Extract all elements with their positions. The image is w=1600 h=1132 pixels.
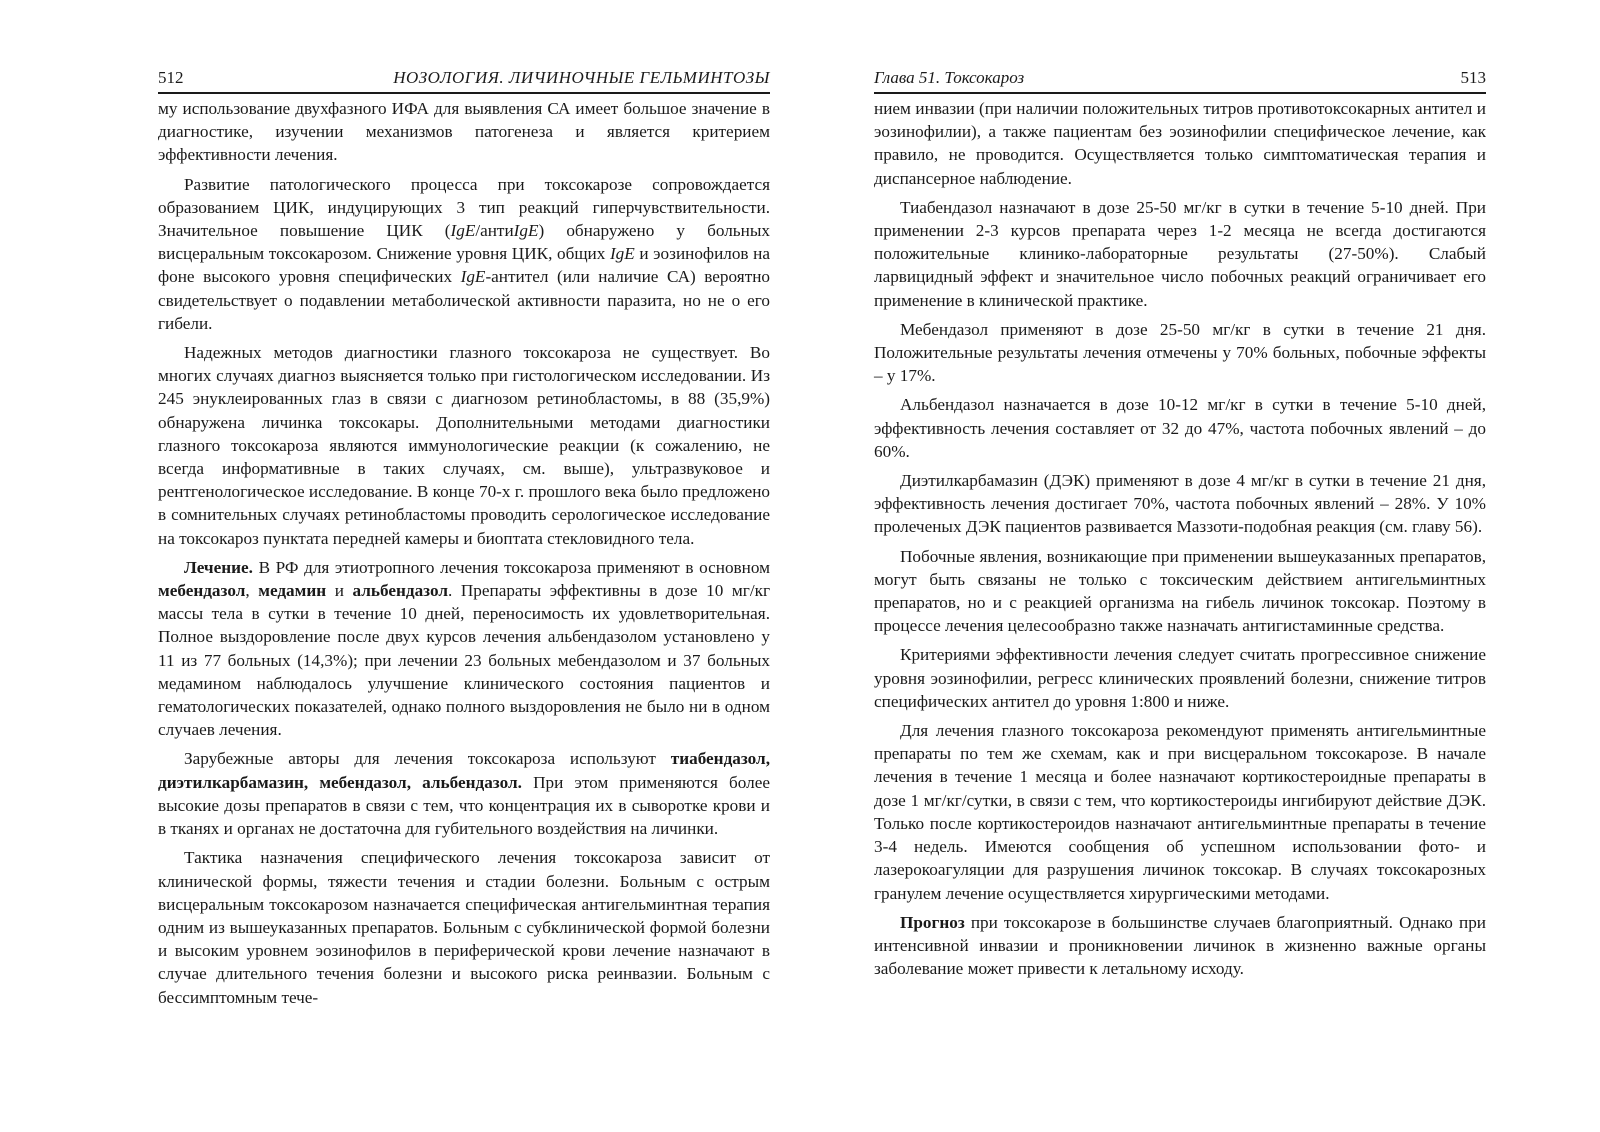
paragraph-text: Тиабендазол назначают в дозе 25-50 мг/кг в сутки в течение 5-10 дней. При применении 2-3 курсов препарата через 1-2 месяца не всегда достигаются положительные клинико-лабораторные результаты (27-50%). Слабый ларвицидный эффект и значительное число побочных реакций ограничивает его применение в клинической практике. <box>874 197 1486 310</box>
paragraph-text: и эозинофилов на фоне высокого уровня специфических <box>158 244 770 287</box>
right-chapter-title: Глава 51. Токсокароз <box>874 68 1025 87</box>
left-running-title: НОЗОЛОГИЯ. ЛИЧИНОЧНЫЕ ГЕЛЬМИНТОЗЫ <box>393 68 770 87</box>
paragraph-text: Развитие патологического процесса при токсокарозе сопровождается образованием ЦИК, индуцирующих 3 тип реакций гиперчувствительности. Значительное повышение ЦИК ( <box>158 174 770 241</box>
paragraph-text: ) обнаружено у больных висцеральным токсокарозом. Снижение уровня ЦИК, общих <box>158 221 770 264</box>
paragraph-text: . Препараты эффективны в дозе 10 мг/кг массы тела в сутки в течение 10 дней, переносимость их удовлетворительная. Полное выздоровление после двух курсов лечения альбендазолом установлено у 11 из 77 больных (14,3%); при лечении 23 больных мебендазолом и 37 больных медамином наблюдалось улучшение клинического состояния пациентов и гематологических показателей, однако полного выздоровления не было ни в одном случаев лечения. <box>158 581 771 740</box>
paragraph-text: Критериями эффективности лечения следует считать прогрессивное снижение уровня эозинофилии, регресс клинических проявлений болезни, снижение титров специфических антител до уровня 1:800 и ниже. <box>874 645 1486 711</box>
paragraph-text: Тактика назначения специфического лечения токсокароза зависит от клинической формы, тяжести течения и стадии болезни. Больным с острым висцеральным токсокарозом назначается специфическая антигельминтная терапия одним из вышеуказанных препаратов. Больным с субклинической формой болезни и высоким уровнем эозинофилов в периферической крови лечение назначают в случае длительного течения болезни и высокого риска реинвазии. Больным с бессимптомным тече- <box>158 848 770 1007</box>
paragraph-text: Диэтилкарбамазин (ДЭК) применяют в дозе 4 мг/кг в сутки в течение 21 дня, эффективность лечения достигает 70%, частота побочных явлений – 28%. У 10% пролеченых ДЭК пациентов развивается Маззоти-подобная реакция (см. главу 56). <box>874 471 1486 537</box>
bold-term: медамин <box>258 581 327 601</box>
paragraph <box>874 719 1486 905</box>
left-page <box>158 68 770 1015</box>
italic-term: IgE <box>609 244 635 264</box>
paragraph-text: и <box>326 581 353 601</box>
section-heading: Лечение. <box>184 557 253 577</box>
bold-term: альбендазол <box>352 581 448 601</box>
bold-term: тиабендазол, диэтилкарбамазин, мебендазол, альбендазол. <box>158 749 770 792</box>
paragraph <box>874 469 1486 539</box>
right-page-number: 513 <box>1460 68 1486 87</box>
paragraph <box>874 97 1486 190</box>
italic-term: IgE <box>460 267 486 287</box>
paragraph-text: му использование двухфазного ИФА для выявления СА имеет большое значение в диагностике, изучении механизмов патогенеза и является критерием эффективности лечения. <box>158 99 770 165</box>
paragraph-text: /анти <box>475 221 514 241</box>
italic-term: IgE <box>513 221 539 241</box>
paragraph <box>874 911 1486 981</box>
paragraph <box>158 747 770 840</box>
paragraph-text: В РФ для этиотропного лечения токсокароза применяют в основном <box>252 557 770 577</box>
paragraph-text: Зарубежные авторы для лечения токсокароза используют <box>184 749 671 769</box>
paragraph <box>158 846 770 1008</box>
paragraph-text: нием инвазии (при наличии положительных титров противотоксокарных антител и эозинофилии), а также пациентам без эозинофилии специфическое лечение, как правило, не проводится. Осуществляется только симптоматическая терапия и диспансерное наблюдение. <box>874 99 1486 188</box>
right-page <box>874 68 1486 986</box>
paragraph <box>874 318 1486 388</box>
left-body-text <box>158 97 770 1009</box>
paragraph-text: при токсокарозе в большинстве случаев благоприятный. Однако при интенсивной инвазии и проникновении личинок в жизненно важные органы заболевание может привести к летальному исходу. <box>874 912 1486 979</box>
bold-term: мебендазол <box>158 581 246 601</box>
italic-term: IgE <box>450 221 476 241</box>
paragraph <box>158 97 770 167</box>
paragraph-text: , <box>245 581 259 601</box>
left-page-number: 512 <box>158 68 184 87</box>
paragraph-text: Для лечения глазного токсокароза рекомендуют применять антигельминтные препараты по тем же схемам, как и при висцеральном токсокарозе. В начале лечения в течение 1 месяца и более назначают кортикостероидные препараты в дозе 1 мг/кг/сутки, в связи с тем, что кортикостероиды ингибируют действие ДЭК. Только после кортикостероидов назначают антигельминтные препараты в течение 3-4 недель. Имеются сообщения об успешном использовании фото- и лазерокоагуляции для разрушения личинок токсокар. В случаях токсокарозных гранулем лечение осуществляется хирургическими методами. <box>874 721 1486 903</box>
paragraph <box>158 173 770 335</box>
paragraph-text: При этом применяются более высокие дозы препаратов в связи с тем, что концентрация их в сыворотке крови и в тканях и органах не достаточна для губительного воздействия на личинки. <box>158 772 771 839</box>
section-heading: Прогноз <box>900 912 965 932</box>
paragraph <box>158 341 770 550</box>
paragraph <box>874 643 1486 713</box>
paragraph-text: Альбендазол назначается в дозе 10-12 мг/кг в сутки в течение 5-10 дней, эффективность лечения составляет от 32 до 47%, частота побочных явлений – до 60%. <box>874 395 1486 461</box>
right-running-head <box>874 68 1486 94</box>
paragraph <box>874 393 1486 463</box>
paragraph-text: Побочные явления, возникающие при применении вышеуказанных препаратов, могут быть связаны не только с токсическим действием антигельминтных препаратов, но и с реакцией организма на гибель личинок токсокар. Поэтому в процессе лечения целесообразно также назначать антигистаминные средства. <box>874 546 1486 636</box>
left-running-head <box>158 68 770 94</box>
paragraph <box>874 545 1486 638</box>
paragraph <box>874 196 1486 312</box>
paragraph-text: Мебендазол применяют в дозе 25-50 мг/кг в сутки в течение 21 дня. Положительные результаты лечения отмечены у 70% больных, побочные эффекты – у 17%. <box>874 319 1486 386</box>
right-body-text <box>874 97 1486 980</box>
paragraph-text: -антител (или наличие СА) вероятно свидетельствует о подавлении метаболической активности паразита, но не о его гибели. <box>158 267 770 333</box>
paragraph <box>158 556 770 742</box>
paragraph-text: Надежных методов диагностики глазного токсокароза не существует. Во многих случаях диагноз выясняется только при гистологическом исследовании. Из 245 энуклеированных глаз в связи с диагнозом ретинобластомы, в 88 (35,9%) обнаружена личинка токсокары. Дополнительными методами диагностики глазного токсокароза являются иммунологические реакции (к сожалению, не всегда информативные в таких случаях, см. выше), ультразвуковое и рентгенологическое исследование. В конце 70-х г. прошлого века было предложено в сомнительных случаях ретинобластомы проводить серологическое исследование на токсокароз пунктата передней камеры и биоптата стекловидного тела. <box>158 343 770 548</box>
